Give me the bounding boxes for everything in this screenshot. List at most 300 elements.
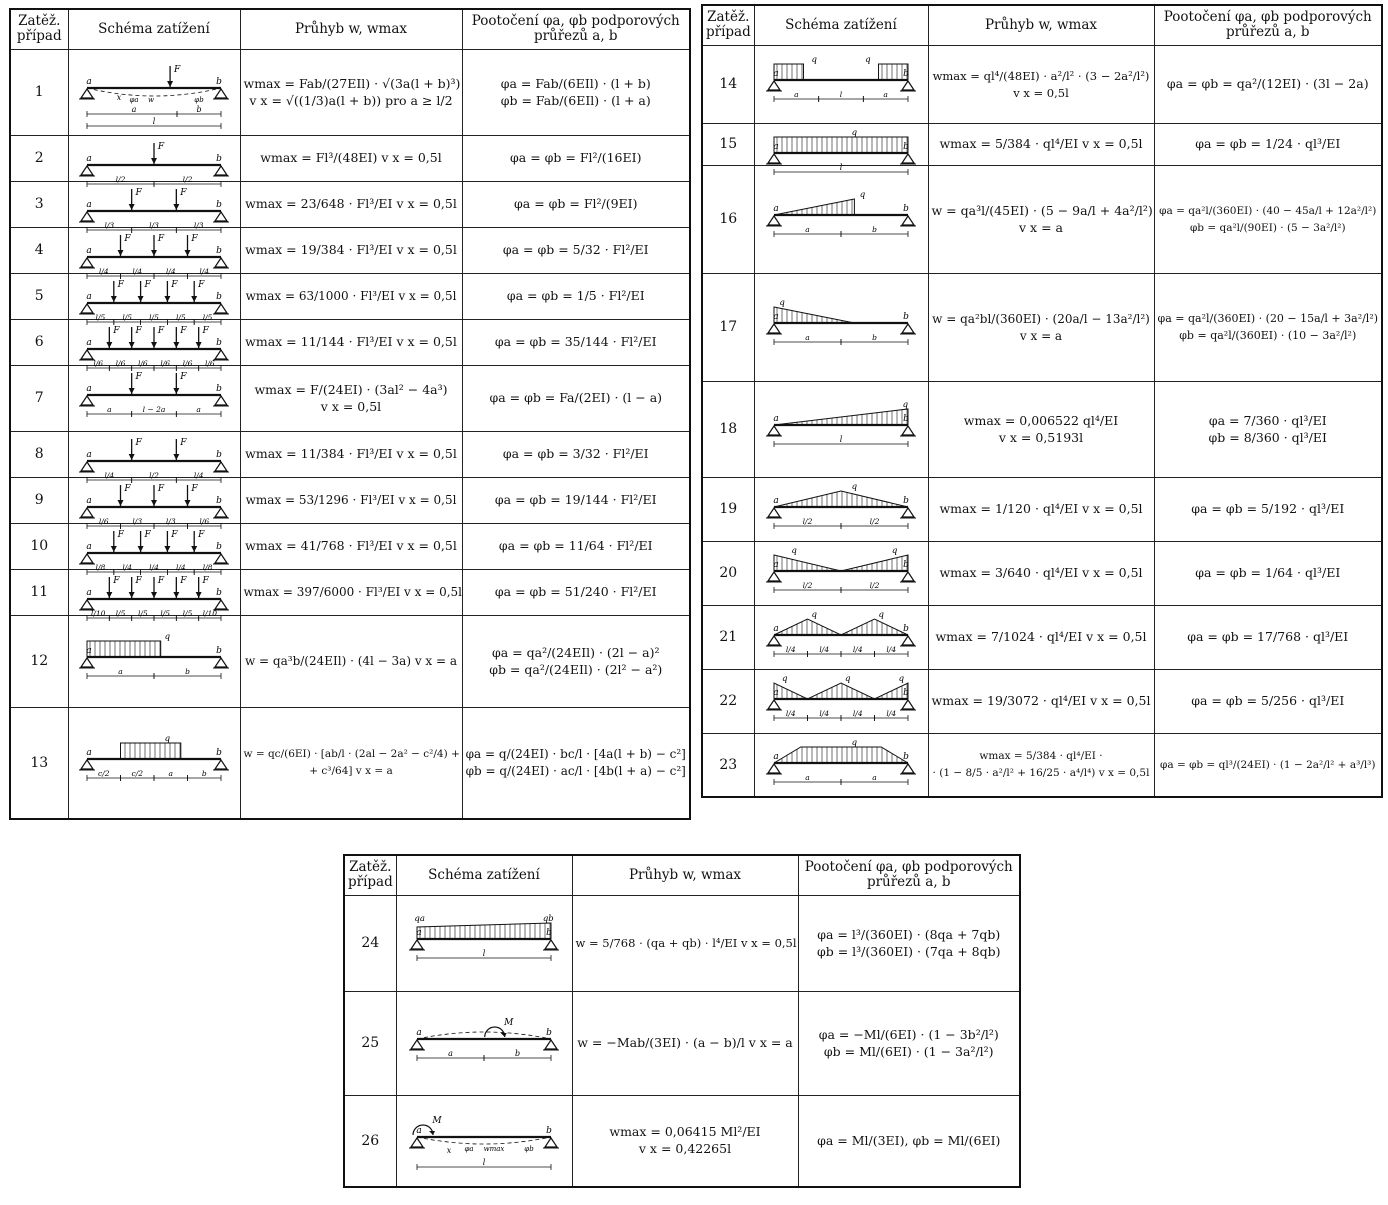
scheme-label: c/2 (98, 768, 110, 778)
deflection-formula (240, 365, 462, 431)
load-scheme (68, 135, 240, 184)
scheme-label: a (86, 77, 92, 87)
support-icon (215, 212, 227, 221)
formula-line: φb = q/(24EI) · ac/l · [4b(l + a) − c²] (465, 764, 686, 779)
formula-line: wmax = Fab/(27EIl) · √(3a(l + b)³) (243, 75, 461, 91)
scheme-label: b (216, 450, 222, 460)
load-scheme (396, 895, 572, 991)
beam-diagram (766, 543, 916, 603)
scheme-label: F (157, 576, 165, 586)
scheme-label: a (773, 69, 779, 79)
formula-line: φa = φb = Fa/(2EI) · (l − a) (489, 390, 663, 405)
scheme-label: a (86, 588, 92, 598)
formula-line: wmax = 23/648 · Fl³/EI v x = 0,5l (245, 196, 457, 211)
scheme-label: φa (464, 1144, 474, 1153)
rotation-formula (1154, 669, 1382, 733)
rotation-formula (462, 49, 690, 135)
beam-diagram (79, 275, 229, 322)
table-right (701, 4, 1383, 798)
support-icon (411, 940, 423, 949)
scheme-label: F (135, 372, 142, 382)
beam-diagram (79, 731, 229, 795)
scheme-label: b (903, 624, 909, 634)
scheme-label: a (773, 312, 779, 322)
deflection-formula (928, 477, 1154, 541)
scheme-label: b (872, 333, 877, 342)
header-rotation: Pootočení φa, φb podporových průřezů a, b (1154, 5, 1382, 45)
header-deflection: Průhyb w, wmax (240, 9, 462, 49)
scheme-label: F (144, 280, 151, 290)
formula-line: φa = φb = 1/64 · ql³/EI (1195, 565, 1341, 580)
load-diagram (417, 923, 551, 939)
scheme-label: a (773, 496, 779, 506)
table-row (702, 669, 1382, 733)
beam-diagram (409, 911, 559, 975)
scheme-label: l/10 (202, 609, 218, 618)
beam-diagram (766, 187, 916, 251)
scheme-label: b (903, 560, 909, 570)
scheme-label: a (805, 225, 810, 234)
scheme-label: F (135, 326, 142, 336)
scheme-label: a (773, 751, 779, 762)
beam-diagram (79, 321, 229, 368)
deflection-formula (240, 523, 462, 569)
beam-diagram (79, 229, 229, 276)
scheme-label: F (191, 484, 198, 494)
support-icon (768, 572, 780, 581)
support-icon (902, 216, 914, 225)
support-icon (902, 700, 914, 709)
table-row (10, 273, 690, 319)
formula-line: φa = qa²l/(360EI) · (40 − 45a/l + 12a²/l²) (1159, 204, 1377, 217)
scheme-label: b (216, 496, 222, 506)
support-icon (902, 636, 914, 645)
scheme-label: q (859, 190, 866, 200)
support-icon (81, 600, 93, 609)
scheme-label: F (171, 530, 178, 540)
support-icon (902, 81, 914, 90)
table-row (10, 49, 690, 135)
support-icon (81, 258, 93, 267)
scheme-label: l/5 (160, 609, 171, 618)
scheme-label: F (113, 576, 120, 586)
formula-line: φa = φb = 5/192 · ql³/EI (1191, 501, 1345, 516)
support-icon (215, 554, 227, 563)
scheme-label: l/4 (852, 709, 863, 718)
scheme-label: l/6 (98, 517, 109, 526)
deflection-formula (928, 733, 1154, 797)
case-number: 3 (10, 181, 68, 227)
scheme-label: l/4 (886, 709, 897, 718)
scheme-label: F (173, 65, 181, 75)
load-scheme (754, 273, 928, 381)
formula-line: φa = φb = 1/5 · Fl²/EI (506, 288, 645, 303)
support-icon (81, 304, 93, 313)
beam-diagram (766, 607, 916, 667)
header-case: Zatěž. případ (10, 9, 68, 49)
scheme-label: b (903, 688, 909, 698)
deflection-formula (572, 1095, 798, 1187)
scheme-label: q (891, 546, 898, 556)
scheme-label: l/3 (104, 221, 115, 230)
scheme-label: F (157, 484, 165, 494)
load-diagram (774, 137, 908, 153)
rotation-formula (462, 273, 690, 319)
formula-line: w = 5/768 · (qa + qb) · l⁴/EI v x = 0,5l (575, 936, 797, 950)
load-scheme (68, 181, 240, 230)
load-diagram (87, 641, 161, 657)
support-icon (768, 81, 780, 90)
scheme-label: l/4 (175, 563, 186, 572)
rotation-formula (462, 615, 690, 707)
scheme-label: c/2 (131, 768, 143, 778)
case-number: 17 (702, 273, 754, 381)
formula-line: wmax = 41/768 · Fl³/EI v x = 0,5l (245, 538, 457, 553)
header-case: Zatěž. případ (344, 855, 396, 895)
formula-line: + c³/64] v x = a (309, 765, 393, 778)
support-icon (768, 324, 780, 333)
scheme-label: l/5 (95, 313, 106, 322)
support-icon (81, 396, 93, 405)
scheme-label: b (546, 1028, 552, 1038)
scheme-label: l/4 (98, 267, 109, 276)
scheme-label: a (794, 90, 799, 99)
support-icon (81, 166, 93, 175)
table-row (702, 123, 1382, 165)
formula-line: wmax = 0,006522 ql⁴/EI (963, 412, 1119, 428)
table-row (10, 431, 690, 477)
formula-line: φb = Fab/(6EIl) · (l + a) (500, 92, 651, 108)
scheme-label: l/2 (802, 517, 813, 526)
load-scheme (396, 991, 572, 1095)
scheme-label: M (504, 1018, 514, 1028)
scheme-label: l/2 (182, 175, 193, 184)
scheme-label: l/5 (149, 313, 159, 322)
rotation-formula (462, 227, 690, 273)
table-row (702, 477, 1382, 541)
formula-line: φa = φb = 19/144 · Fl²/EI (494, 492, 657, 507)
rotation-formula (462, 477, 690, 523)
scheme-label: a (86, 338, 92, 348)
beam-diagram (766, 479, 916, 539)
scheme-label: l/5 (115, 609, 126, 618)
header-deflection: Průhyb w, wmax (572, 855, 798, 895)
deflection-formula (928, 669, 1154, 733)
header-rotation: Pootočení φa, φb podporových průřezů a, b (462, 9, 690, 49)
case-number: 4 (10, 227, 68, 273)
load-scheme (754, 669, 928, 733)
table-left (9, 8, 691, 820)
rotation-formula (798, 1095, 1020, 1187)
scheme-label: F (180, 576, 187, 586)
support-icon (902, 426, 914, 435)
formula-line: v x = 0,5l (320, 398, 382, 414)
scheme-label: q (164, 733, 171, 744)
scheme-label: a (107, 405, 112, 414)
rotation-formula (462, 365, 690, 431)
scheme-label: a (86, 747, 92, 758)
beam-diagram (79, 367, 229, 429)
beam-diagram (409, 1109, 559, 1173)
load-diagram (774, 619, 908, 635)
deflection-formula (928, 381, 1154, 477)
scheme-label: l/2 (115, 175, 126, 184)
scheme-label: a (416, 1028, 422, 1038)
table-row (10, 181, 690, 227)
load-diagram (774, 307, 854, 323)
rotation-formula (1154, 477, 1382, 541)
scheme-label: x (446, 1145, 452, 1155)
formula-line: wmax = 11/144 · Fl³/EI v x = 0,5l (245, 334, 457, 349)
scheme-label: q (898, 674, 905, 684)
formula-line: w = qc/(6EI) · [ab/l · (2al − 2a² − c²/4) + (243, 748, 460, 761)
scheme-label: b (903, 69, 909, 79)
scheme-label: b (903, 751, 909, 762)
beam-diagram (79, 479, 229, 526)
case-number: 25 (344, 991, 396, 1095)
beam-diagram (79, 629, 229, 693)
scheme-label: F (180, 188, 187, 198)
rotation-formula (798, 991, 1020, 1095)
support-icon (768, 508, 780, 517)
table-body (702, 45, 1382, 797)
rotation-formula (462, 523, 690, 569)
scheme-label: b (216, 292, 222, 302)
formula-line: φa = qa²l/(360EI) · (20 − 15a/l + 3a²/l²) (1157, 311, 1379, 325)
formula-line: wmax = 397/6000 · Fl³/EI v x = 0,5l (243, 585, 462, 599)
formula-line: v x = a (1019, 219, 1063, 235)
scheme-label: l − 2a (142, 405, 166, 414)
scheme-label: b (185, 667, 190, 676)
formula-line: φb = qa²l/(90EI) · (5 − 3a²/l²) (1189, 221, 1346, 234)
rotation-formula (1154, 273, 1382, 381)
formula-line: wmax = Fl³/(48EI) v x = 0,5l (260, 150, 442, 165)
scheme-label: F (157, 326, 165, 336)
deflection-formula (240, 49, 462, 135)
scheme-label: l (839, 163, 843, 172)
formula-line: wmax = 7/1024 · ql⁴/EI v x = 0,5l (935, 629, 1147, 644)
scheme-label: l/2 (869, 517, 880, 526)
support-icon (902, 572, 914, 581)
formula-line: φb = 8/360 · ql³/EI (1208, 429, 1327, 445)
scheme-label: l (839, 90, 843, 99)
beam-diagram (766, 735, 916, 795)
support-icon (215, 508, 227, 517)
table-row (10, 707, 690, 819)
scheme-label: b (216, 77, 222, 87)
formula-line: · (1 − 8/5 · a²/l² + 16/25 · a⁴/l⁴) v x = 0,5l (932, 767, 1150, 780)
formula-line: φa = 7/360 · ql³/EI (1208, 412, 1327, 428)
rotation-formula (1154, 45, 1382, 123)
rotation-formula (1154, 123, 1382, 165)
support-icon (81, 89, 93, 98)
scheme-label: l/6 (199, 517, 210, 526)
scheme-label: F (144, 530, 151, 540)
deflection-formula (928, 165, 1154, 273)
formula-line: φa = qa²/(24EIl) · (2l − a)² (491, 644, 660, 660)
load-diagram (121, 743, 181, 759)
formula-line: φa = φb = 17/768 · ql³/EI (1187, 629, 1349, 644)
scheme-label: l/4 (193, 471, 204, 480)
scheme-label: q (878, 610, 884, 620)
beam-diagram (79, 571, 229, 618)
case-number: 22 (702, 669, 754, 733)
formula-line: φa = φb = 5/256 · ql³/EI (1191, 693, 1345, 708)
scheme-label: q (781, 674, 788, 684)
rotation-formula (1154, 605, 1382, 669)
scheme-label: F (191, 234, 198, 244)
scheme-label: a (86, 496, 92, 506)
scheme-label: F (157, 234, 165, 244)
load-scheme (754, 605, 928, 669)
scheme-label: b (216, 200, 222, 210)
support-icon (81, 760, 93, 769)
beam-diagram (79, 433, 229, 480)
load-scheme (68, 431, 240, 480)
support-icon (215, 600, 227, 609)
scheme-label: l/5 (122, 313, 133, 322)
load-scheme (68, 477, 240, 526)
scheme-label: b (216, 747, 222, 758)
rotation-formula (462, 319, 690, 365)
formula-line: wmax = 19/384 · Fl³/EI v x = 0,5l (245, 242, 457, 257)
scheme-label: l/2 (802, 581, 813, 590)
scheme-label: b (216, 384, 222, 394)
support-icon (768, 426, 780, 435)
support-icon (215, 760, 227, 769)
scheme-label: F (180, 326, 187, 336)
rotation-formula (1154, 381, 1382, 477)
case-number: 12 (10, 615, 68, 707)
scheme-label: F (135, 438, 142, 448)
deflection-formula (240, 181, 462, 227)
scheme-label: l/5 (137, 609, 148, 618)
formula-line: w = qa³b/(24EIl) · (4l − 3a) v x = a (244, 654, 458, 668)
header-scheme: Schéma zatížení (396, 855, 572, 895)
scheme-label: l (482, 949, 486, 958)
case-number: 26 (344, 1095, 396, 1187)
formula-line: φa = φb = 1/24 · ql³/EI (1195, 136, 1341, 151)
load-scheme (68, 523, 240, 572)
support-icon (215, 658, 227, 667)
formula-line: φa = φb = Fl²/(16EI) (510, 150, 642, 165)
formula-line: v x = √((1/3)a(l + b)) pro a ≥ l/2 (249, 92, 453, 108)
load-scheme (396, 1095, 572, 1187)
case-number: 20 (702, 541, 754, 605)
case-number: 13 (10, 707, 68, 819)
formula-line: v x = a (1019, 328, 1063, 343)
table-row (10, 319, 690, 365)
scheme-label: l/2 (869, 581, 880, 590)
scheme-label: a (86, 542, 92, 552)
scheme-label: a (805, 333, 810, 342)
case-number: 24 (344, 895, 396, 991)
scheme-label: l/5 (202, 313, 213, 322)
beam-diagram (79, 137, 229, 184)
support-icon (81, 508, 93, 517)
support-icon (81, 658, 93, 667)
deflection-formula (240, 569, 462, 615)
table-row (344, 1095, 1020, 1187)
scheme-label: q (902, 400, 909, 410)
case-number: 5 (10, 273, 68, 319)
scheme-label: l/6 (182, 359, 193, 368)
formula-line: φb = Ml/(6EI) · (1 − 3a²/l²) (823, 1043, 994, 1059)
rotation-formula (1154, 733, 1382, 797)
scheme-label: a (773, 204, 779, 214)
scheme-label: b (903, 414, 909, 424)
table-row (702, 381, 1382, 477)
scheme-label: F (198, 530, 205, 540)
beam-diagram (409, 1011, 559, 1075)
rotation-formula (1154, 165, 1382, 273)
scheme-label: a (773, 688, 779, 698)
scheme-label: l/4 (149, 563, 159, 572)
beam-diagram (766, 125, 916, 172)
scheme-label: b (872, 225, 877, 234)
scheme-label: φa (129, 96, 139, 104)
scheme-label: b (514, 1049, 521, 1058)
support-icon (545, 940, 557, 949)
scheme-label: l/3 (132, 517, 143, 526)
load-scheme (754, 381, 928, 477)
formula-line: v x = 0,5193l (998, 429, 1084, 445)
scheme-label: b (201, 768, 207, 778)
formula-line: φa = φb = 51/240 · Fl²/EI (494, 584, 657, 599)
scheme-label: l (152, 117, 156, 126)
scheme-label: l/8 (95, 563, 106, 572)
formula-line: φa = φb = Fl²/(9EI) (514, 196, 638, 211)
scheme-label: b (216, 646, 222, 656)
scheme-label: a (773, 142, 779, 152)
scheme-label: wmax (483, 1144, 505, 1153)
beam-diagram (766, 397, 916, 461)
table-row (10, 135, 690, 181)
scheme-label: F (180, 438, 187, 448)
scheme-label: q (851, 737, 858, 748)
support-icon (545, 1040, 557, 1049)
scheme-label: F (124, 484, 131, 494)
scheme-label: q (851, 482, 858, 492)
scheme-label: q (865, 55, 871, 65)
scheme-label: F (117, 530, 124, 540)
formula-line: φb = l³/(360EI) · (7qa + 8qb) (816, 943, 1001, 959)
beam-diagram (766, 52, 916, 116)
formula-line: wmax = 0,06415 Ml²/EI (609, 1124, 761, 1140)
support-icon (215, 462, 227, 471)
scheme-label: q (164, 632, 171, 642)
deflection-formula (572, 895, 798, 991)
beam-diagram (766, 295, 916, 359)
scheme-label: l/6 (137, 359, 148, 368)
scheme-label: x (116, 93, 122, 102)
load-scheme (754, 477, 928, 541)
table-row (10, 365, 690, 431)
case-number: 18 (702, 381, 754, 477)
scheme-label: a (196, 405, 201, 414)
formula-line: φa = −Ml/(6EI) · (1 − 3b²/l²) (818, 1026, 999, 1042)
header-rotation: Pootočení φa, φb podporových průřezů a, b (798, 855, 1020, 895)
load-scheme (68, 319, 240, 368)
scheme-label: b (546, 1125, 552, 1136)
beam-diagram (79, 183, 229, 230)
case-number: 9 (10, 477, 68, 523)
rotation-formula (462, 569, 690, 615)
scheme-label: l/6 (160, 359, 171, 368)
load-scheme (68, 707, 240, 819)
scheme-label: a (448, 1049, 453, 1058)
support-icon (768, 764, 780, 773)
